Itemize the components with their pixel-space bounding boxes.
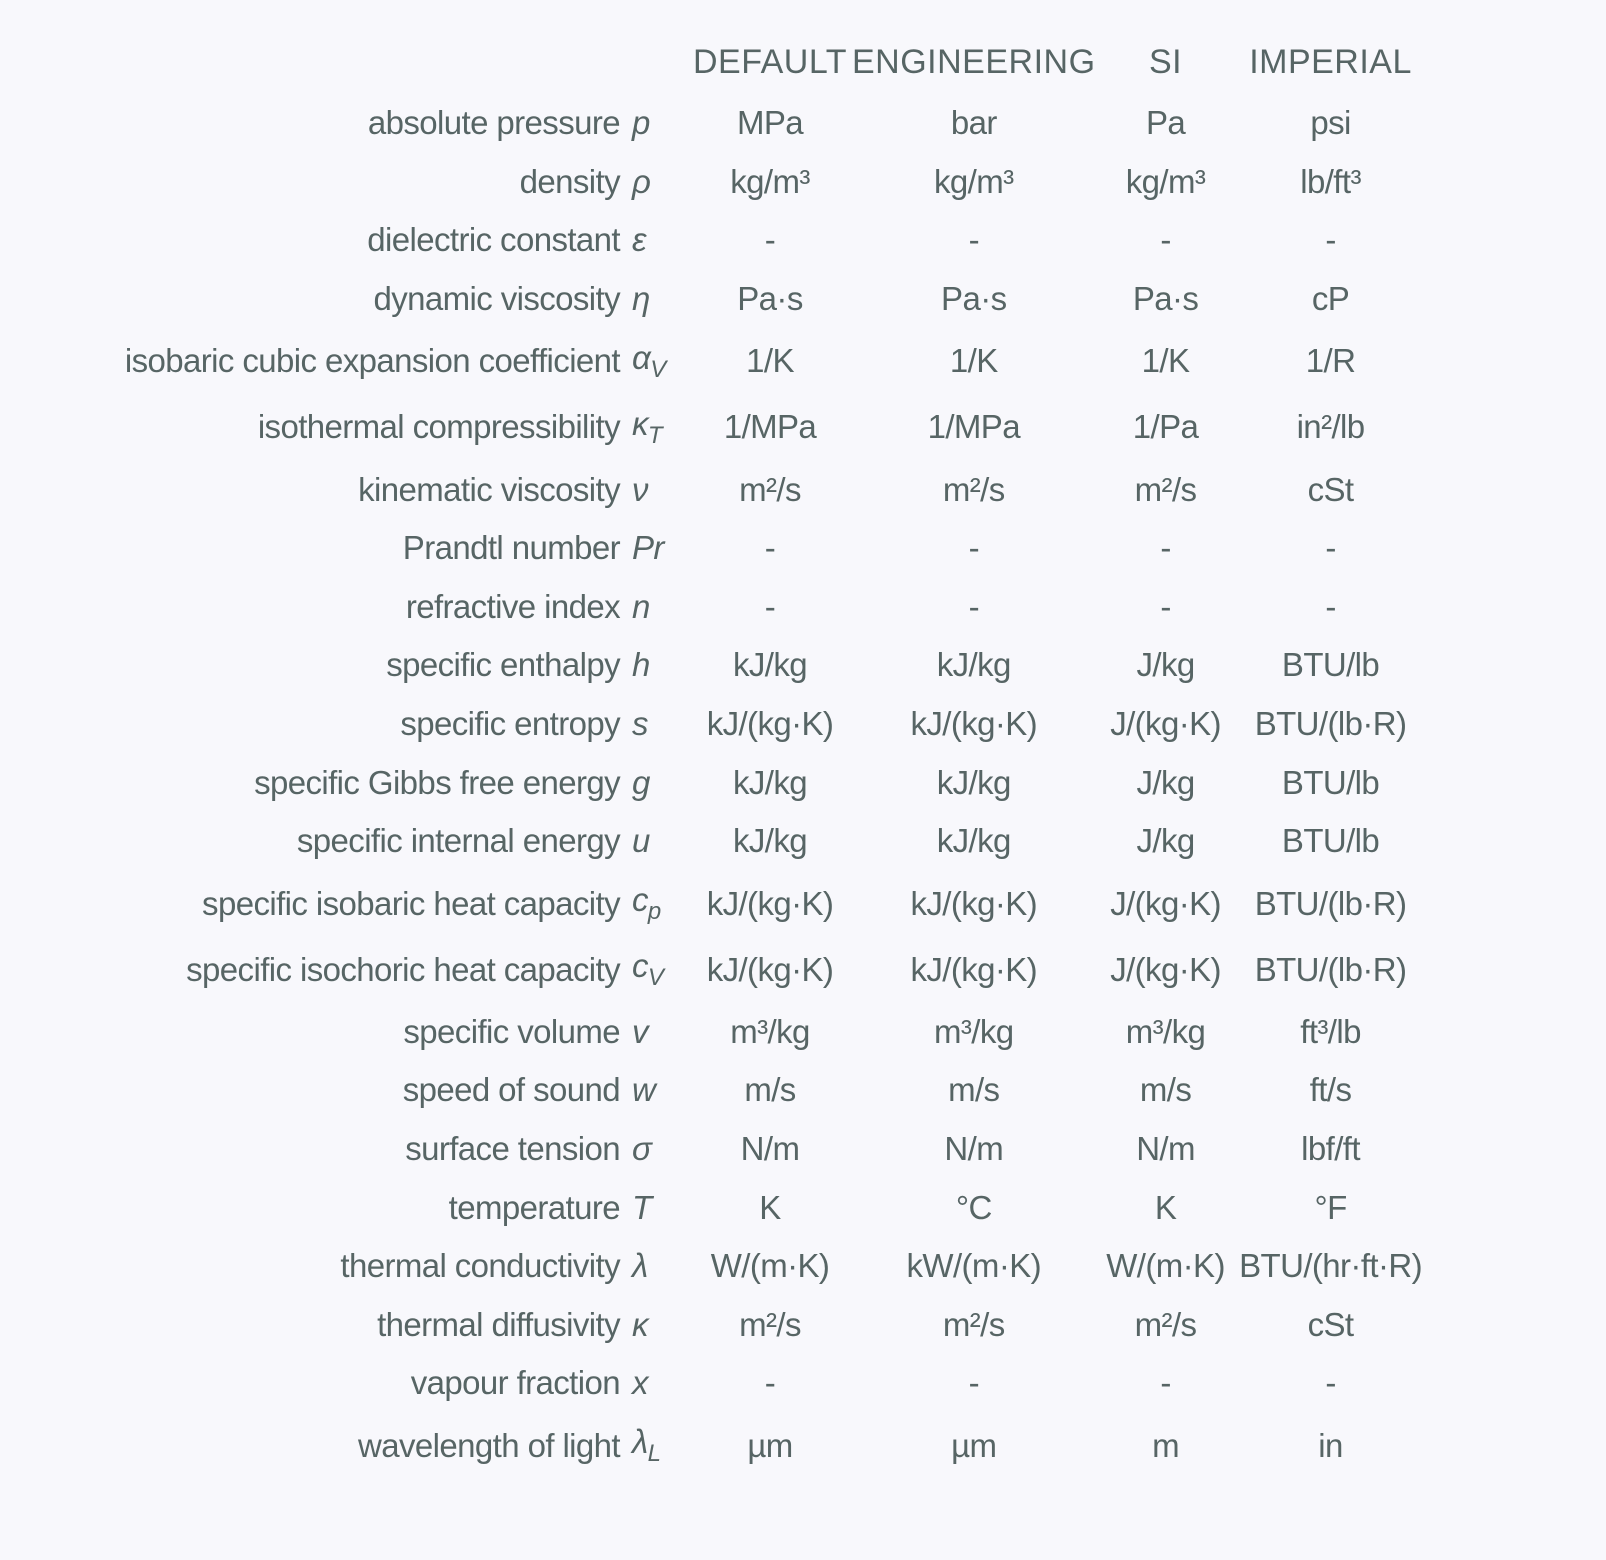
unit-si: - xyxy=(1160,529,1171,567)
unit-imperial: cSt xyxy=(1307,470,1354,508)
unit-si: J/kg xyxy=(1136,763,1195,801)
symbol-text: λ xyxy=(632,1423,648,1461)
unit-engineering: kJ/(kg·K) xyxy=(910,950,1038,988)
unit-engineering: 1/K xyxy=(949,342,998,380)
symbol-subscript: p xyxy=(647,898,661,926)
symbol-text: η xyxy=(632,280,650,318)
header-spacer xyxy=(0,30,620,94)
symbol-text: Pr xyxy=(632,529,664,567)
header-default: DEFAULT xyxy=(692,42,847,81)
property-symbol xyxy=(620,871,688,937)
symbol-text: λ xyxy=(632,1247,648,1285)
symbol-text: T xyxy=(632,1188,652,1226)
table-row xyxy=(0,695,1426,754)
unit-default: kJ/(kg·K) xyxy=(706,884,834,922)
property-label: specific volume xyxy=(403,1012,620,1050)
unit-default: - xyxy=(764,1364,776,1402)
unit-imperial: in xyxy=(1318,1426,1343,1464)
unit-si: W/(m·K) xyxy=(1106,1247,1225,1285)
header-si: SI xyxy=(1148,42,1183,81)
table-row xyxy=(0,1178,1426,1237)
unit-default: - xyxy=(764,529,776,567)
unit-default: N/m xyxy=(740,1130,800,1168)
symbol-text: h xyxy=(632,646,650,684)
property-label: vapour fraction xyxy=(410,1364,620,1402)
table-row xyxy=(0,211,1426,270)
unit-imperial: cSt xyxy=(1307,1305,1354,1343)
symbol-text: κ xyxy=(632,404,648,442)
unit-default: m²/s xyxy=(739,1305,801,1343)
symbol-text: ρ xyxy=(632,162,651,200)
unit-default: MPa xyxy=(736,104,804,142)
property-label: specific isochoric heat capacity xyxy=(186,950,620,988)
symbol-subscript: V xyxy=(650,355,666,383)
property-label: specific entropy xyxy=(400,705,620,743)
unit-si: - xyxy=(1160,587,1171,625)
property-symbol xyxy=(620,519,688,578)
unit-engineering: m³/kg xyxy=(934,1012,1014,1050)
symbol-subscript: V xyxy=(647,964,664,992)
unit-si: N/m xyxy=(1136,1130,1195,1168)
unit-si: J/(kg·K) xyxy=(1110,705,1221,743)
table-row xyxy=(0,871,1426,937)
table-row xyxy=(0,1061,1426,1120)
unit-imperial: in²/lb xyxy=(1296,408,1365,446)
unit-default: kJ/(kg·K) xyxy=(706,705,834,743)
unit-imperial: BTU/(lb·R) xyxy=(1254,884,1407,922)
header-row xyxy=(0,30,1426,94)
unit-engineering: 1/MPa xyxy=(927,408,1020,446)
unit-si: m/s xyxy=(1139,1071,1192,1109)
property-label: refractive index xyxy=(405,587,620,625)
unit-si: J/(kg·K) xyxy=(1110,950,1221,988)
unit-engineering: kJ/kg xyxy=(936,763,1011,801)
unit-engineering: kJ/kg xyxy=(936,822,1011,860)
unit-si: J/(kg·K) xyxy=(1110,884,1221,922)
unit-imperial: BTU/(lb·R) xyxy=(1254,705,1407,743)
unit-engineering: m²/s xyxy=(942,1305,1005,1343)
unit-default: m/s xyxy=(744,1071,796,1109)
table-row xyxy=(0,937,1426,1003)
symbol-text: n xyxy=(632,587,650,625)
property-symbol xyxy=(620,1296,688,1355)
symbol-text: ν xyxy=(632,470,648,508)
unit-engineering: kJ/(kg·K) xyxy=(910,884,1038,922)
table-row xyxy=(0,1354,1426,1413)
property-label: isothermal compressibility xyxy=(257,408,620,446)
unit-default: 1/K xyxy=(746,342,794,380)
table-row xyxy=(0,94,1426,153)
table-row xyxy=(0,153,1426,212)
unit-si: m²/s xyxy=(1134,470,1197,508)
table-row xyxy=(0,270,1426,329)
table-row xyxy=(0,1237,1426,1296)
unit-default: µm xyxy=(747,1426,793,1464)
symbol-text: α xyxy=(632,338,651,376)
unit-imperial: lb/ft³ xyxy=(1300,162,1361,200)
property-symbol xyxy=(620,812,688,871)
property-symbol xyxy=(620,270,688,329)
unit-engineering: - xyxy=(968,587,979,625)
unit-imperial: - xyxy=(1325,587,1336,625)
unit-si: J/kg xyxy=(1136,822,1195,860)
symbol-text: c xyxy=(632,947,648,985)
property-symbol xyxy=(620,1237,688,1296)
property-label: kinematic viscosity xyxy=(358,470,620,508)
unit-systems-table xyxy=(0,30,1426,1479)
unit-engineering: - xyxy=(968,1364,979,1402)
property-symbol xyxy=(620,636,688,695)
symbol-text: κ xyxy=(632,1305,648,1343)
unit-imperial: BTU/lb xyxy=(1281,646,1380,684)
symbol-text: c xyxy=(632,881,648,919)
symbol-text: p xyxy=(632,104,650,142)
property-symbol xyxy=(620,211,688,270)
property-label: Prandtl number xyxy=(402,529,620,567)
symbol-text: σ xyxy=(632,1130,652,1168)
property-symbol xyxy=(620,153,688,212)
unit-default: kJ/kg xyxy=(732,822,808,860)
unit-imperial: °F xyxy=(1314,1188,1347,1226)
unit-engineering: °C xyxy=(955,1188,992,1226)
property-label: specific Gibbs free energy xyxy=(254,763,620,801)
table-row xyxy=(0,812,1426,871)
unit-imperial: 1/R xyxy=(1305,342,1356,380)
unit-imperial: ft/s xyxy=(1309,1071,1352,1109)
property-label: specific enthalpy xyxy=(386,646,620,684)
property-label: absolute pressure xyxy=(367,104,620,142)
unit-si: m xyxy=(1152,1426,1179,1464)
symbol-text: ε xyxy=(632,221,646,259)
unit-engineering: Pa·s xyxy=(941,280,1007,318)
unit-imperial: cP xyxy=(1311,280,1350,318)
property-symbol xyxy=(620,460,688,519)
symbol-subscript: T xyxy=(647,421,662,449)
unit-si: K xyxy=(1154,1188,1177,1226)
unit-engineering: - xyxy=(968,221,979,259)
table-row xyxy=(0,578,1426,637)
property-label: dynamic viscosity xyxy=(373,280,620,318)
property-label: specific internal energy xyxy=(296,822,620,860)
unit-imperial: ft³/lb xyxy=(1300,1012,1361,1050)
unit-engineering: µm xyxy=(951,1426,997,1464)
unit-si: m³/kg xyxy=(1125,1012,1206,1050)
unit-default: K xyxy=(759,1188,781,1226)
unit-engineering: bar xyxy=(950,104,997,142)
table-row xyxy=(0,519,1426,578)
unit-default: m²/s xyxy=(739,470,801,508)
unit-imperial: - xyxy=(1325,1364,1336,1402)
symbol-text: s xyxy=(632,705,648,743)
property-symbol xyxy=(620,937,688,1003)
header-engineering: ENGINEERING xyxy=(852,42,1096,81)
table-row xyxy=(0,1120,1426,1179)
table-row xyxy=(0,394,1426,460)
unit-engineering: N/m xyxy=(944,1130,1004,1168)
unit-imperial: - xyxy=(1325,221,1336,259)
symbol-text: u xyxy=(632,822,650,860)
unit-default: m³/kg xyxy=(730,1012,810,1050)
unit-default: Pa·s xyxy=(737,280,803,318)
unit-engineering: m/s xyxy=(948,1071,1000,1109)
property-label: temperature xyxy=(448,1188,620,1226)
property-symbol xyxy=(620,578,688,637)
unit-default: 1/MPa xyxy=(723,408,817,446)
table-row xyxy=(0,460,1426,519)
property-symbol xyxy=(620,1003,688,1062)
unit-si: 1/Pa xyxy=(1132,408,1199,446)
unit-si: J/kg xyxy=(1136,646,1195,684)
unit-default: kg/m³ xyxy=(730,162,810,200)
unit-default: - xyxy=(764,221,776,259)
property-symbol xyxy=(620,1120,688,1179)
property-label: thermal diffusivity xyxy=(377,1305,620,1343)
header-spacer xyxy=(620,30,688,94)
unit-engineering: kW/(m·K) xyxy=(906,1247,1042,1285)
unit-si: Pa xyxy=(1145,104,1186,142)
unit-engineering: kg/m³ xyxy=(934,162,1014,200)
property-label: speed of sound xyxy=(402,1071,620,1109)
property-label: surface tension xyxy=(405,1130,620,1168)
property-symbol xyxy=(620,1413,688,1479)
unit-si: kg/m³ xyxy=(1125,162,1206,200)
table-row xyxy=(0,1296,1426,1355)
unit-imperial: psi xyxy=(1310,104,1351,142)
property-label: dielectric constant xyxy=(367,221,620,259)
property-symbol xyxy=(620,1354,688,1413)
unit-imperial: BTU/lb xyxy=(1281,822,1380,860)
property-symbol xyxy=(620,695,688,754)
unit-default: - xyxy=(764,587,776,625)
unit-si: - xyxy=(1160,221,1171,259)
property-label: isobaric cubic expansion coefficient xyxy=(124,342,620,380)
unit-si: Pa·s xyxy=(1132,280,1199,318)
table-row xyxy=(0,636,1426,695)
unit-imperial: BTU/(hr·ft·R) xyxy=(1239,1247,1422,1285)
symbol-text: v xyxy=(632,1012,648,1050)
unit-engineering: m²/s xyxy=(942,470,1005,508)
header-imperial: IMPERIAL xyxy=(1249,42,1412,81)
table-row xyxy=(0,1413,1426,1479)
table-row xyxy=(0,328,1426,394)
property-symbol xyxy=(620,394,688,460)
property-symbol xyxy=(620,328,688,394)
property-label: thermal conductivity xyxy=(340,1247,620,1285)
property-symbol xyxy=(620,1061,688,1120)
symbol-text: w xyxy=(632,1071,656,1109)
unit-imperial: BTU/lb xyxy=(1281,763,1380,801)
unit-si: m²/s xyxy=(1134,1305,1197,1343)
unit-default: kJ/kg xyxy=(732,646,808,684)
symbol-text: g xyxy=(632,763,650,801)
property-symbol xyxy=(620,1178,688,1237)
table-row xyxy=(0,753,1426,812)
table-row xyxy=(0,1003,1426,1062)
unit-si: 1/K xyxy=(1141,342,1190,380)
unit-imperial: - xyxy=(1325,529,1336,567)
unit-imperial: lbf/ft xyxy=(1301,1130,1360,1168)
property-symbol xyxy=(620,94,688,153)
property-label: wavelength of light xyxy=(358,1426,620,1464)
unit-engineering: kJ/kg xyxy=(936,646,1011,684)
property-label: density xyxy=(519,162,620,200)
unit-engineering: - xyxy=(968,529,979,567)
unit-default: kJ/(kg·K) xyxy=(706,950,834,988)
unit-engineering: kJ/(kg·K) xyxy=(910,705,1038,743)
unit-imperial: BTU/(lb·R) xyxy=(1254,950,1407,988)
unit-default: W/(m·K) xyxy=(710,1247,830,1285)
unit-default: kJ/kg xyxy=(732,763,808,801)
symbol-subscript: L xyxy=(647,1440,661,1468)
unit-si: - xyxy=(1160,1364,1171,1402)
property-symbol xyxy=(620,753,688,812)
property-label: specific isobaric heat capacity xyxy=(202,884,620,922)
symbol-text: x xyxy=(632,1364,648,1402)
